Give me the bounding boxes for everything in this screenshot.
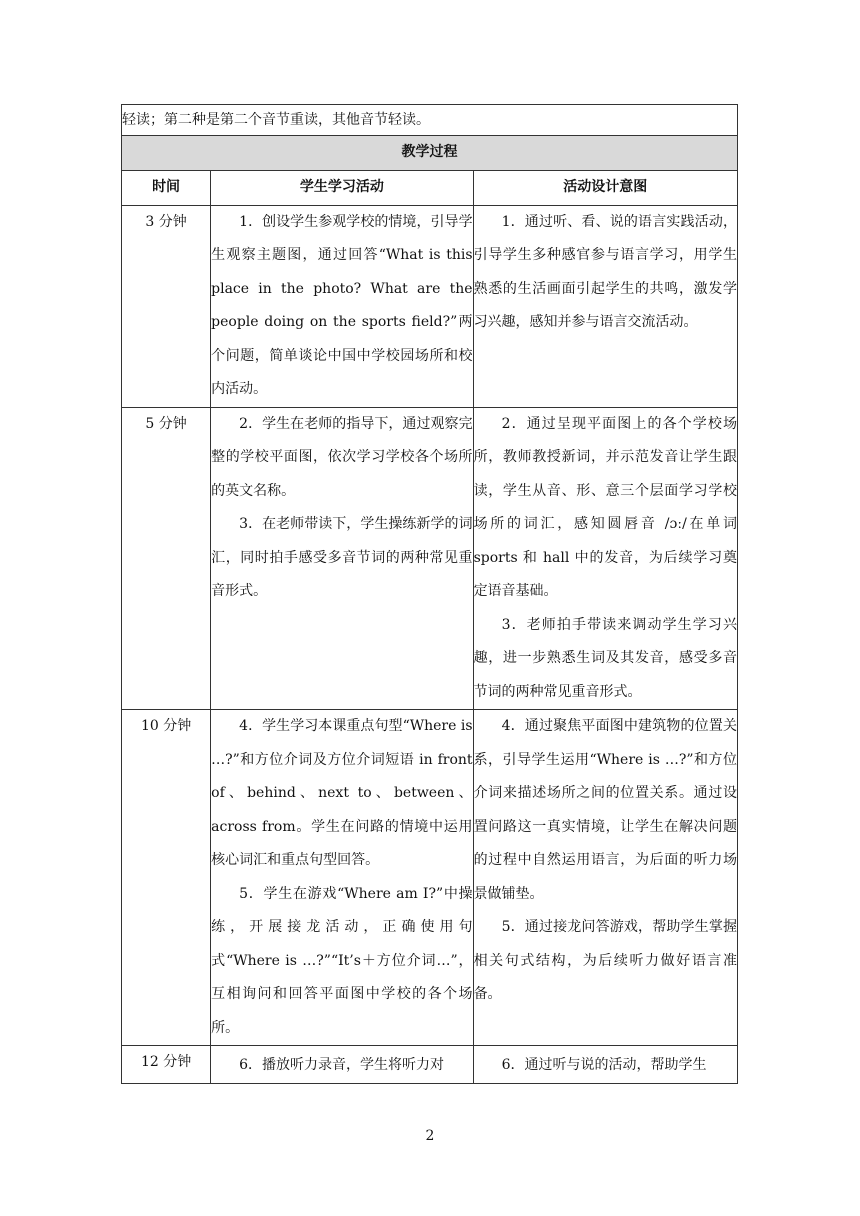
design-intent-cell (473, 407, 737, 710)
design-intent-paragraph: 3．老师拍手带读来调动学生学习兴趣，进一步熟悉生词及其发音，感受多音节词的两种常见重音形式。 (473, 616, 737, 700)
student-activity-paragraph: 6．播放听力录音，学生将听力对 (239, 1057, 445, 1073)
table-row (122, 205, 738, 407)
design-intent-paragraph: 1．通过听、看、说的语言实践活动，引导学生多种感官参与语言学习，用学生熟悉的生活画面引起学生的共鸣，激发学习兴趣，感知并参与语言交流活动。 (473, 213, 737, 330)
table-row (122, 1046, 738, 1084)
student-activity-cell (211, 407, 473, 710)
design-intent-cell (473, 205, 737, 407)
student-activity-paragraph: 1．创设学生参观学校的情境，引导学生观察主题图，通过回答“What is this place in the photo? What are the people doing on the sports field?”两个问题，简单谈论中国中学校园场所和校内活动。 (211, 213, 473, 397)
design-intent-cell (473, 710, 737, 1046)
header-design-intent: 活动设计意图 (473, 171, 737, 206)
student-activity-paragraph: 3．在老师带读下，学生操练新学的词汇，同时拍手感受多音节词的两种常见重音形式。 (211, 516, 473, 599)
header-student-activity: 学生学习活动 (211, 171, 473, 206)
row-time: 5 分钟 (122, 407, 211, 710)
design-intent-paragraph: 5．通过接龙问答游戏，帮助学生掌握相关句式结构，为后续听力做好语言准备。 (473, 919, 737, 1002)
student-activity-cell (211, 1046, 473, 1084)
section-title: 教学过程 (122, 136, 738, 171)
page-number: 2 (425, 1128, 435, 1144)
lesson-plan-table (121, 104, 738, 1084)
student-activity-paragraph: 5．学生在游戏“Where am I?”中操练，开展接龙活动，正确使用句式“Where is …?”“It’s＋方位介词…”，互相询问和回答平面图中学校的各个场所。 (211, 885, 473, 1036)
design-intent-paragraph: 4．通过聚焦平面图中建筑物的位置关系，引导学生运用“Where is …?”和方位介词来描述场所之间的位置关系。通过设置问路这一真实情境，让学生在解决问题的过程中自然运用语言，为后面的听力场景做铺垫。 (473, 718, 737, 902)
design-intent-paragraph: 2．通过呈现平面图上的各个学校场所，教师教授新词，并示范发音让学生跟读，学生从音、形、意三个层面学习学校场所的词汇，感知圆唇音 /ɔː/在单词 sports 和 hall 中的发音，为后续学习奠定语音基础。 (473, 415, 737, 599)
design-intent-cell (473, 1046, 737, 1084)
header-time: 时间 (122, 171, 211, 206)
student-activity-cell (211, 710, 473, 1046)
row-time: 3 分钟 (122, 205, 211, 407)
row-time: 10 分钟 (122, 710, 211, 1046)
design-intent-paragraph: 6．通过听与说的活动，帮助学生 (501, 1057, 707, 1073)
row-time: 12 分钟 (122, 1046, 211, 1084)
student-activity-paragraph: 4．学生学习本课重点句型“Where is …?”和方位介词及方位介词短语 in front of、behind、next to、between、across from。学生在问路的情境中运用核心词汇和重点句型回答。 (211, 718, 473, 868)
intro-text: 轻读；第二种是第二个音节重读，其他音节轻读。 (122, 105, 738, 136)
student-activity-paragraph: 2．学生在老师的指导下，通过观察完整的学校平面图，依次学习学校各个场所的英文名称。 (211, 415, 473, 499)
table-row (122, 710, 738, 1046)
table-row (122, 407, 738, 710)
student-activity-cell (211, 205, 473, 407)
